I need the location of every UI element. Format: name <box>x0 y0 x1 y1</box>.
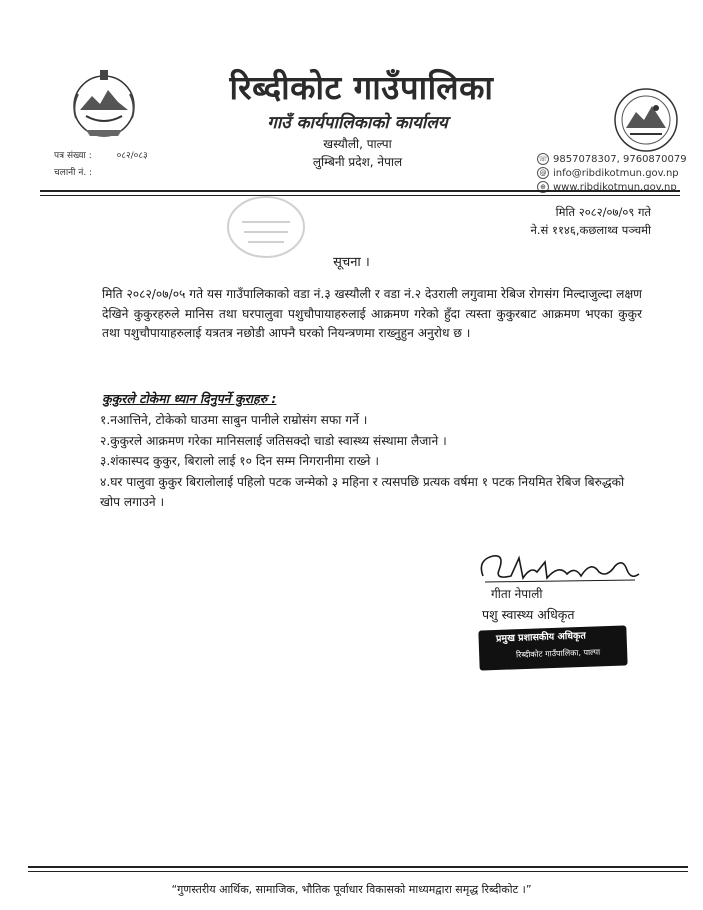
municipality-title: रिब्दीकोट गाउँपालिका <box>229 68 494 107</box>
office-subtitle: गाउँ कार्यपालिकाको कार्यालय <box>267 113 448 133</box>
phone-text: 9857078307, 9760870079 <box>553 153 687 165</box>
contact-phone <box>537 153 687 165</box>
signatory-name: गीता नेपाली <box>491 587 543 601</box>
list-item: १.नआत्तिने, टोकेको घाउमा साबुन पानीले राम्रोसंग सफा गर्ने । <box>100 413 368 427</box>
contact-email <box>537 167 679 179</box>
instruction-list <box>100 410 645 513</box>
signatory-role: पशु स्वास्थ्य अधिकृत <box>482 607 575 622</box>
list-item: ४.घर पालुवा कुकुर बिरालोलाई पहिलो पटक जन्मेको ३ महिना र त्यसपछि प्रत्यक वर्षमा १ पटक नियमित रेबिज बिरुद्धको खोप लगाउने । <box>100 474 625 509</box>
stamp-line-1: प्रमुख प्रशासकीय अधिकृत <box>495 630 586 645</box>
signature-mark <box>475 548 645 586</box>
dispatch-label: चलानी नं. : <box>54 168 93 178</box>
email-text: info@ribdikotmun.gov.np <box>553 167 679 179</box>
email-icon: @ <box>537 167 549 179</box>
header-rule-thin <box>40 195 680 196</box>
ref-value: ०८२/०८३ <box>116 151 148 161</box>
date-nepal-sambat: ने.सं ११४६,कछलाथ्व पञ्चमी <box>530 223 651 237</box>
ref-label: पत्र संख्या : <box>54 151 92 161</box>
notice-body: मिति २०८२/०७/०५ गते यस गाउँपालिकाको वडा नं.३ खस्यौली र वडा नं.२ देउराली लगुवामा रेबिज रोगसंग मिल्दाजुल्दा लक्षण देखिने कुकुरहरुले मानिस तथा घरपालुवा पशुचौपायाहरुलाई आक्रमण गरेको हुँदा त्यस्ता कुकुरबाट आक्रमण भएका कुकुर तथा पशुचौपायाहरुलाई यत्रतत्र नछोडी आफ्नै घरको नियन्त्रणमा राख्नुहुन अनुरोध छ । <box>102 287 642 340</box>
address-line-2: लुम्बिनी प्रदेश, नेपाल <box>312 155 403 169</box>
ref-number <box>54 148 148 161</box>
list-heading: कुकुरले टोकेमा ध्यान दिनुपर्ने कुराहरु : <box>102 391 277 406</box>
globe-icon: ⊕ <box>537 181 549 193</box>
stamp-line-2: रिब्दीकोट गाउँपालिका, पाल्पा <box>515 647 601 660</box>
date-bs: मिति २०८२/०७/०९ गते <box>555 205 651 219</box>
notice-heading: सूचना । <box>333 255 370 270</box>
phone-icon: ☏ <box>538 155 548 163</box>
list-item: ३.शंकास्पद कुकुर, बिरालो लाई १० दिन सम्म निगरानीमा राख्ने । <box>100 454 379 468</box>
dispatch-number <box>54 165 92 178</box>
footer-motto: “गुणस्तरीय आर्थिक, सामाजिक, भौतिक पूर्वाधार विकासको माध्यमद्वारा समृद्ध रिब्दीकोट ।” <box>171 883 532 896</box>
header-rule <box>40 190 680 192</box>
address-line-1: खस्यौली, पाल्पा <box>323 137 392 151</box>
footer-rule <box>28 866 688 868</box>
footer-rule-thin <box>28 871 688 872</box>
website-text: www.ribdikotmun.gov.np <box>553 181 677 193</box>
list-item: २.कुकुरले आक्रमण गरेका मानिसलाई जतिसक्दो चाडो स्वास्थ्य संस्थामा लैजाने । <box>100 433 447 448</box>
